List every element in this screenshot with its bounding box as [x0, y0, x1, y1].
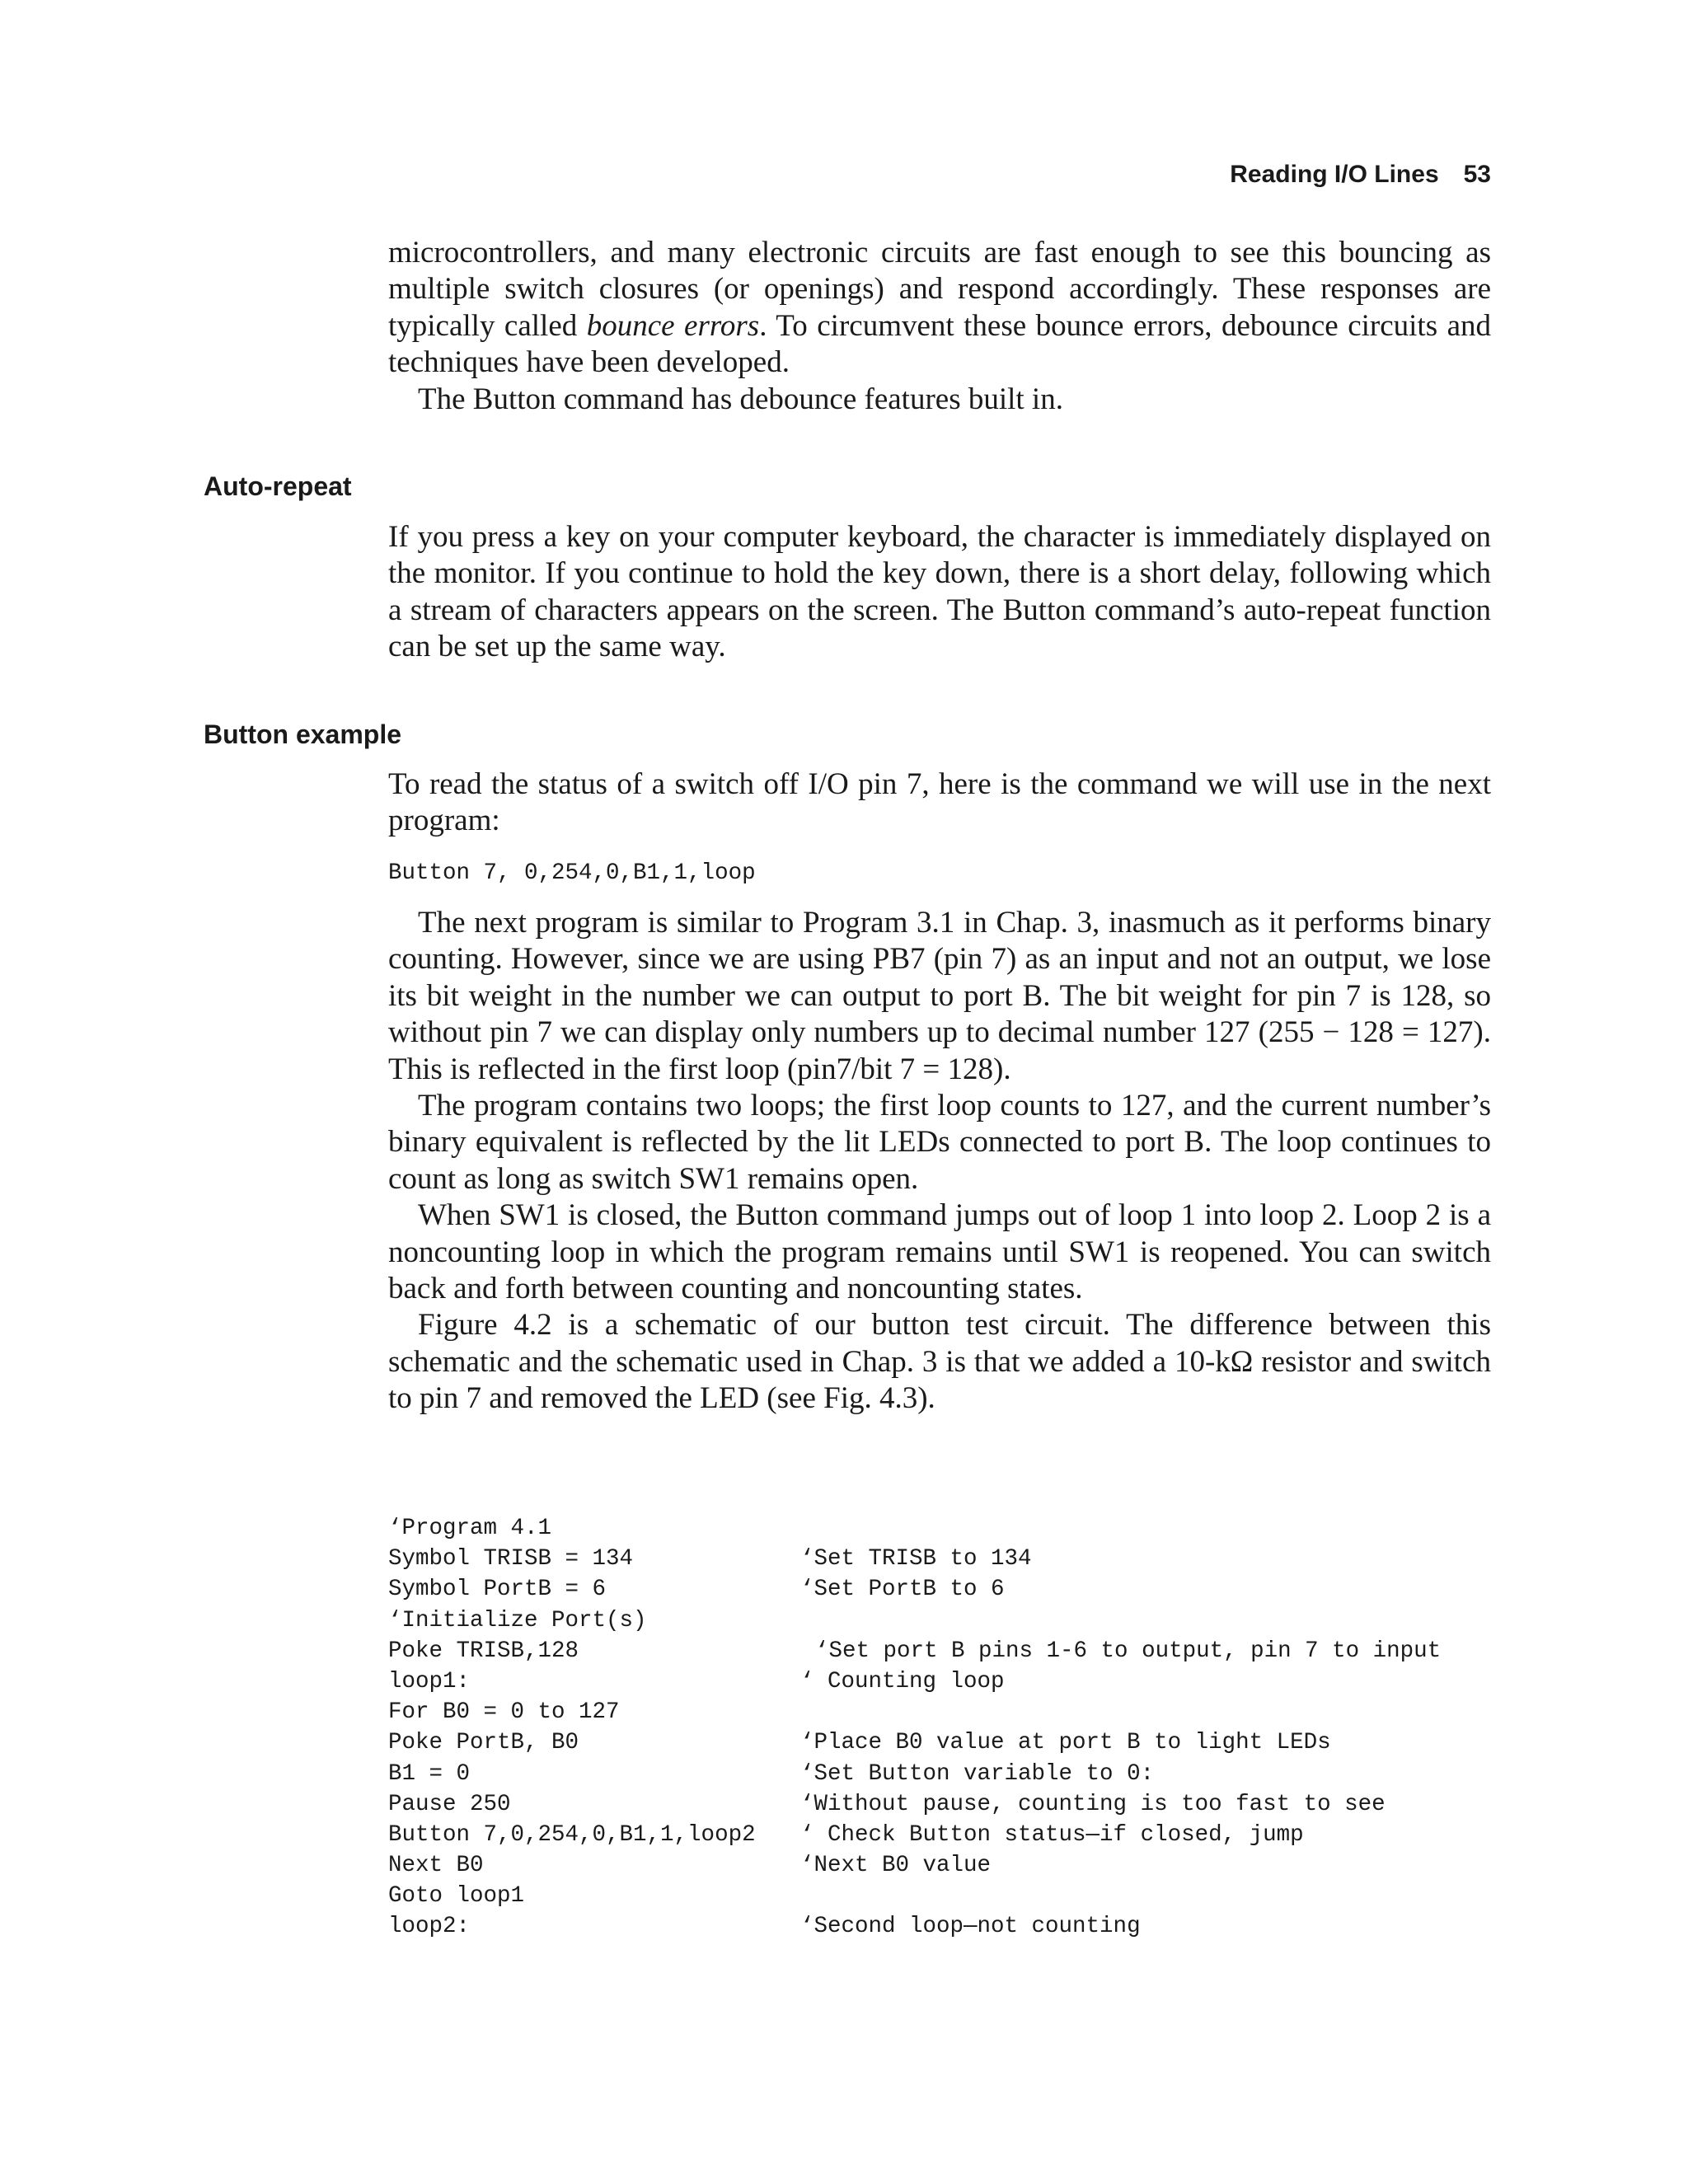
code-comment: ‘ Counting loop — [800, 1668, 1005, 1694]
code-comment: ‘Set TRISB to 134 — [800, 1546, 1032, 1572]
code-line — [388, 1727, 1491, 1758]
code-text: ‘Program 4.1 — [388, 1516, 552, 1541]
running-title: Reading I/O Lines — [1230, 161, 1439, 188]
code-comment: ‘Without pause, counting is too fast to see — [800, 1791, 1386, 1817]
code-comment: ‘Place B0 value at port B to light LEDs — [800, 1730, 1331, 1756]
code-text: Poke PortB, B0 — [388, 1730, 579, 1756]
code-line — [388, 1544, 1491, 1574]
code-text: loop2: — [388, 1914, 471, 1940]
code-comment: ‘Set PortB to 6 — [800, 1577, 1005, 1603]
code-text: Goto loop1 — [388, 1883, 525, 1910]
button-example-paragraph-5: Figure 4.2 is a schematic of our button test circuit. The difference between this schematic and the schematic used in Chap. 3 is that we added a 10-kΩ resistor and switch to pin 7 and removed the LED (see Fig. 4.3). — [388, 1308, 1491, 1416]
auto-repeat-heading: Auto-repeat — [204, 471, 352, 501]
code-line — [388, 1911, 1491, 1942]
button-command-example: Button 7, 0,254,0,B1,1,loop — [388, 860, 756, 886]
code-comment: ‘Set Button variable to 0: — [800, 1760, 1155, 1787]
code-text: Symbol TRISB = 134 — [388, 1546, 634, 1572]
code-comment: ‘Set port B pins 1-6 to output, pin 7 to input — [815, 1638, 1442, 1664]
code-line — [388, 1636, 1491, 1666]
code-text: Symbol PortB = 6 — [388, 1577, 607, 1603]
button-example-intro — [388, 766, 1491, 840]
auto-repeat-section — [388, 519, 1491, 666]
code-line — [388, 1666, 1491, 1697]
running-head — [1230, 161, 1491, 189]
code-comment: ‘Next B0 value — [800, 1853, 992, 1879]
code-comment: ‘Second loop—not counting — [800, 1914, 1141, 1940]
code-line — [388, 1697, 1491, 1727]
code-text: Button 7,0,254,0,B1,1,loop2 — [388, 1821, 756, 1848]
button-example-heading: Button example — [204, 719, 402, 749]
button-example-paragraph-1: To read the status of a switch off I/O pin 7, here is the command we will use in the next program: — [388, 767, 1491, 838]
page-number: 53 — [1463, 161, 1491, 188]
intro-paragraph-2: The Button command has debounce features built in. — [418, 382, 1063, 416]
intro-paragraph-1 — [388, 235, 1491, 382]
code-text: For B0 = 0 to 127 — [388, 1699, 620, 1726]
intro-section — [388, 235, 1491, 418]
intro-text-end: . To circumvent these bounce errors, debounce circuits and techniques have been developed. — [388, 308, 1491, 380]
code-text: Pause 250 — [388, 1791, 511, 1817]
button-example-paragraph-2: The next program is similar to Program 3.1 in Chap. 3, inasmuch as it performs binary counting. However, since we are using PB7 (pin 7) as an input and not an output, we lose its bit weight in the number we can output to port B. The bit weight for pin 7 is 128, so without pin 7 we can display only numbers up to decimal number 127 (255 − 128 = 127). This is reflected in the first loop (pin7/bit 7 = 128). — [388, 906, 1491, 1086]
code-comment: ‘ Check Button status—if closed, jump — [800, 1821, 1304, 1848]
button-example-paragraph-3: The program contains two loops; the first loop counts to 127, and the current number’s binary equivalent is reflected by the lit LEDs connected to port B. The loop continues to count as long as switch SW1 remains open. — [388, 1089, 1491, 1196]
button-example-paragraph-4: When SW1 is closed, the Button command jumps out of loop 1 into loop 2. Loop 2 is a noncounting loop in which the program remains until SW1 is reopened. You can switch back and forth between counting and noncounting states. — [388, 1198, 1491, 1306]
code-line — [388, 1759, 1491, 1789]
auto-repeat-paragraph: If you press a key on your computer keyboard, the character is immediately displayed on the monitor. If you continue to hold the key down, there is a short delay, following which a stream of characters appears on the screen. The Button command’s auto-repeat function can be set up the same way. — [388, 520, 1491, 664]
code-line — [388, 1850, 1491, 1881]
bounce-errors-term: bounce errors — [586, 308, 760, 343]
code-text: B1 = 0 — [388, 1760, 471, 1787]
code-text: Poke TRISB,128 — [388, 1638, 579, 1664]
code-line — [388, 1513, 1491, 1544]
code-line — [388, 1574, 1491, 1605]
code-line — [388, 1605, 1491, 1636]
intro-text-start: microcontrollers, and many electronic circuits are fast enough to see this bouncing as multiple switch closures (or openings) and respond accordingly. These responses are typically called — [388, 236, 1491, 343]
button-example-body — [388, 905, 1491, 1418]
code-text: loop1: — [388, 1668, 471, 1694]
code-line — [388, 1820, 1491, 1850]
code-text: ‘Initialize Port(s) — [388, 1607, 647, 1633]
program-listing — [388, 1513, 1491, 1943]
code-line — [388, 1789, 1491, 1820]
code-line — [388, 1881, 1491, 1911]
code-text: Next B0 — [388, 1853, 484, 1879]
